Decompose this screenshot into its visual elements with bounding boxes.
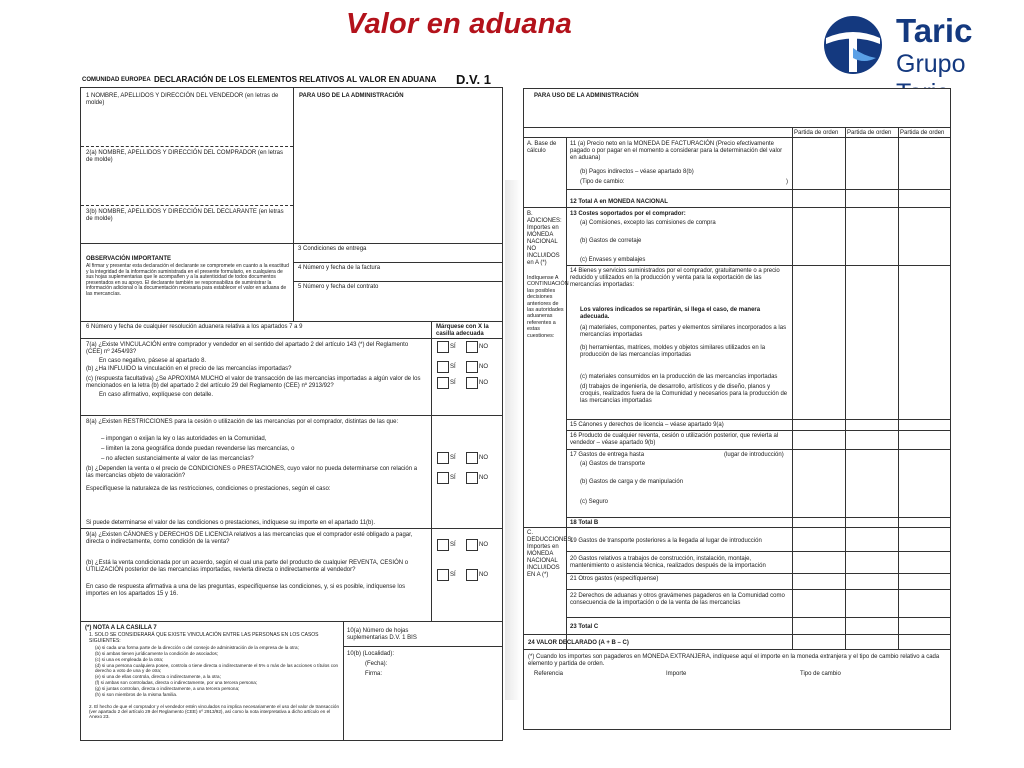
q7a-no-checkbox[interactable] bbox=[466, 341, 478, 353]
box-10b-date[interactable]: (Fecha): bbox=[365, 661, 388, 667]
q9b-no-label: NO bbox=[479, 572, 488, 578]
q7c-no-label: NO bbox=[479, 380, 488, 386]
section-b: B. ADICIONES: Importes en MONEDA NACIONAL NO INCLUIDOS en A (*) bbox=[527, 211, 562, 266]
q8a-2: – limiten la zona geográfica donde puedan revenderse las mercancías, o bbox=[101, 446, 295, 452]
line-16: 16 Producto de cualquier reventa, cesión o utilización posterior, que revierta al vendedor – véase apartado 9(b) bbox=[570, 433, 779, 446]
section-c: C. DEDUCCIONES: Importes en MONEDA NACIONAL INCLUIDOS EN A (*) bbox=[527, 530, 574, 578]
obs-text: Al firmar y presentar esta declaración el declarante se compromete en cuanto a la exactitud y la integridad de la información suministrada en el presente formulario, en cualquiera de sus hojas suplementarias que le acompañen y a la autenticidad de todos documentos presentados en su apoyo. El declarante también se responsabiliza de suministrar la información adicional o la documentación necesaria para establecer el valor en aduana de las mercancías. bbox=[86, 263, 289, 297]
page-title: Valor en aduana bbox=[346, 8, 572, 40]
line-13b: (b) Gastos de corretaje bbox=[580, 238, 642, 244]
q7b-no-checkbox[interactable] bbox=[466, 361, 478, 373]
col-header-2: Partida de orden bbox=[847, 130, 892, 136]
q9a-si-label: SÍ bbox=[450, 542, 456, 548]
line-21: 21 Otros gastos (especifíquense) bbox=[570, 576, 659, 582]
tipo-header: Tipo de cambio bbox=[800, 671, 841, 677]
right-form bbox=[523, 88, 951, 730]
line-14-note: Los valores indicados se repartirán, si llega el caso, de manera adecuada. bbox=[580, 307, 761, 320]
q9a-si-checkbox[interactable] bbox=[437, 539, 449, 551]
box-2-buyer[interactable]: 2(a) NOMBRE, APELLIDOS Y DIRECCIÓN DEL COMPRADOR (en letras de molde) bbox=[86, 150, 283, 163]
box-5-contract[interactable]: 5 Número y fecha del contrato bbox=[298, 284, 379, 290]
box-admin-use: PARA USO DE LA ADMINISTRACIÓN bbox=[299, 93, 404, 99]
note-c: (c) si una es empleada de la otra; bbox=[95, 657, 164, 662]
q7a-note: En caso negativo, pásese al apartado 8. bbox=[99, 358, 207, 364]
note-e: (e) si una de ellas controla, directa o indirectamente, a la otra; bbox=[95, 674, 221, 679]
q8a-si-checkbox[interactable] bbox=[437, 452, 449, 464]
box-10b-place[interactable]: 10(b) (Localidad): bbox=[347, 651, 395, 657]
line-11-rate: (Tipo de cambio: bbox=[580, 179, 625, 185]
mark-instruction: Márquese con X la casilla adecuada bbox=[436, 324, 489, 337]
q7a-si-checkbox[interactable] bbox=[437, 341, 449, 353]
q8-note2: Si puede determinarse el valor de las condiciones o prestaciones, indíquese su importe en el apartado 11(b). bbox=[86, 520, 376, 526]
header-community: COMUNIDAD EUROPEA bbox=[82, 77, 151, 83]
line-17: 17 Gastos de entrega hasta bbox=[570, 452, 645, 458]
q7c-si-label: SÍ bbox=[450, 380, 456, 386]
line-22: 22 Derechos de aduanas y otros gravámenes pagaderos en la Comunidad como consecuencia de la importación o de la venta de las mercancías bbox=[570, 593, 785, 606]
q8b-no-checkbox[interactable] bbox=[466, 472, 478, 484]
line-17b: (b) Gastos de carga y de manipulación bbox=[580, 479, 684, 485]
line-14: 14 Bienes y servicios suministrados por el comprador, gratuitamente o a precio reducido y utilizados en la producción y venta para la exportación de las mercancías importadas: bbox=[570, 268, 780, 288]
line-24: 24 VALOR DECLARADO (A + B – C) bbox=[528, 640, 629, 646]
line-13c: (c) Envases y embalajes bbox=[580, 257, 646, 263]
q7a-no-label: NO bbox=[479, 344, 488, 350]
col-header-1: Partida de orden bbox=[794, 130, 839, 136]
ref-header: Referencia bbox=[534, 671, 564, 677]
line-12: 12 Total A en MONEDA NACIONAL bbox=[570, 199, 668, 205]
line-11a: 11 (a) Precio neto en la MONEDA DE FACTURACIÓN (Precio efectivamente pagado o por pagar en el momento a considerar para la determinación del valor en aduana) bbox=[570, 141, 783, 161]
importe-header: Importe bbox=[666, 671, 687, 677]
line-17a: (a) Gastos de transporte bbox=[580, 461, 646, 467]
note-b: (b) si ambas tienen jurídicamente la condición de asociados; bbox=[95, 651, 219, 656]
q9b: (b) ¿Está la venta condicionada por un acuerdo, según el cual una parte del producto de cualquier REVENTA, CESIÓN o UTILIZACIÓN posterior de las mercancías importadas, revierta directa o indirectamente al vendedor? bbox=[86, 560, 409, 573]
q9-note: En caso de respuesta afirmativa a una de las preguntas, especifíquense las condiciones, y, si es posible, indíquense los importes en los apartados 15 y 16. bbox=[86, 584, 406, 597]
line-25: (*) Cuando los importes son pagaderos en MONEDA EXTRANJERA, indíquese aquí el importe en la moneda extranjera y el tipo de cambio relativo a cada elemento y partida de orden. bbox=[528, 654, 940, 667]
box-6-resolution[interactable]: 6 Número y fecha de cualquier resolución aduanera relativa a los apartados 7 a 9 bbox=[86, 324, 303, 330]
col-header-3: Partida de orden bbox=[900, 130, 945, 136]
note-f: (f) si ambas son controladas, directa o indirectamente, por una tercera persona; bbox=[95, 680, 258, 685]
right-admin-use: PARA USO DE LA ADMINISTRACIÓN bbox=[534, 93, 639, 99]
header-code: D.V. 1 bbox=[456, 72, 491, 87]
q9b-no-checkbox[interactable] bbox=[466, 569, 478, 581]
q9b-si-label: SÍ bbox=[450, 572, 456, 578]
note-h: (h) si son miembros de la misma familia. bbox=[95, 692, 178, 697]
note-title: (*) NOTA A LA CASILLA 7 bbox=[85, 625, 157, 631]
q8b: (b) ¿Dependen la venta o el precio de CONDICIONES o PRESTACIONES, cuyo valor no pueda determinarse con relación a las mercancías objeto de valoración? bbox=[86, 466, 418, 479]
q8a-no-checkbox[interactable] bbox=[466, 452, 478, 464]
line-15: 15 Cánones y derechos de licencia – véase apartado 9(a) bbox=[570, 422, 724, 428]
q8a-no-label: NO bbox=[479, 455, 488, 461]
q8a-3: – no afecten sustancialmente al valor de las mercancías? bbox=[101, 456, 254, 462]
q8a: 8(a) ¿Existen RESTRICCIONES para la cesión o utilización de las mercancías por el comprador, distintas de las que: bbox=[86, 419, 399, 425]
note-2: 2. El hecho de que el comprador y el vendedor estén vinculados no implica necesariamente el uso del valor de transacción (ver apartado 2 del artículo 29 del Reglamento (CEE) nº 2913/92), así como la nota interpretativa a dicho artículo en el Anexo 23. bbox=[89, 704, 339, 720]
q7c-note: En caso afirmativo, explíquese con detalle. bbox=[99, 392, 214, 398]
line-13a: (a) Comisiones, excepto las comisiones de compra bbox=[580, 220, 716, 226]
q7a-si-label: SÍ bbox=[450, 344, 456, 350]
line-14d: (d) trabajos de ingeniería, de desarrollo, artísticos y de diseño, planos y croquis, realizados fuera de la Comunidad y necesarios para la producción de las mercancías importadas bbox=[580, 384, 788, 404]
q7c-si-checkbox[interactable] bbox=[437, 377, 449, 389]
line-14a: (a) materiales, componentes, partes y elementos similares incorporados a las mercancías importadas bbox=[580, 325, 787, 338]
box-3b-declarant[interactable]: 3(b) NOMBRE, APELLIDOS Y DIRECCIÓN DEL DECLARANTE (en letras de molde) bbox=[86, 209, 284, 222]
line-14c: (c) materiales consumidos en la producción de las mercancías importadas bbox=[580, 374, 778, 380]
line-19: 19 Gastos de transporte posteriores a la llegada al lugar de introducción bbox=[570, 538, 762, 544]
line-23: 23 Total C bbox=[570, 624, 599, 630]
q7b-si-checkbox[interactable] bbox=[437, 361, 449, 373]
logo-subname: Grupo bbox=[896, 50, 966, 78]
box-1-seller[interactable]: 1 NOMBRE, APELLIDOS Y DIRECCIÓN DEL VENDEDOR (en letras de molde) bbox=[86, 93, 279, 106]
box-4-invoice[interactable]: 4 Número y fecha de la factura bbox=[298, 265, 381, 271]
obs-title: OBSERVACIÓN IMPORTANTE bbox=[86, 256, 172, 262]
q7b: (b) ¿Ha INFLUIDO la vinculación en el precio de las mercancías importadas? bbox=[86, 366, 292, 372]
box-10b-signature[interactable]: Firma: bbox=[365, 671, 382, 677]
logo-name: Taric bbox=[896, 12, 973, 49]
line-17c: (c) Seguro bbox=[580, 499, 609, 505]
q7b-si-label: SÍ bbox=[450, 364, 456, 370]
note-g: (g) si juntas controlan, directa o indirectamente, a una tercera persona; bbox=[95, 686, 240, 691]
line-11b: (b) Pagos indirectos – véase apartado 8(b) bbox=[580, 169, 694, 175]
note-d: (d) si una persona cualquiera posee, controla o tiene directa o indirectamente el 5% o más de las acciones o títulos con derecho a voto de una y de otra; bbox=[95, 663, 339, 674]
q9b-si-checkbox[interactable] bbox=[437, 569, 449, 581]
q9a-no-checkbox[interactable] bbox=[466, 539, 478, 551]
left-form-header bbox=[82, 72, 502, 86]
section-a: A. Base de cálculo bbox=[527, 141, 557, 154]
line-18: 18 Total B bbox=[570, 520, 599, 526]
box-10a[interactable]: 10(a) Número de hojas suplementarias D.V. 1 BIS bbox=[347, 628, 417, 641]
box-3-conditions[interactable]: 3 Condiciones de entrega bbox=[298, 246, 367, 252]
q7c: (c) (respuesta facultativa) ¿Se APROXIMA MUCHO el valor de transacción de las mercancías importadas a algún valor de los mencionados en la letra (b) del apartado 2 del artículo 29 del Reglamento (CEE) nº 2913/92? bbox=[86, 376, 421, 389]
line-13: 13 Costes soportados por el comprador: bbox=[570, 211, 686, 217]
header-title: DECLARACIÓN DE LOS ELEMENTOS RELATIVOS AL VALOR EN ADUANA bbox=[154, 75, 437, 84]
q7a: 7(a) ¿Existe VINCULACIÓN entre comprador y vendedor en el sentido del apartado 2 del artículo 143 (*) del Reglamento (CEE) nº 2454/93? bbox=[86, 342, 409, 355]
section-b-note: Indíquense A CONTINUACIÓN las posibles decisiones anteriores de las autoridades aduaneras referentes a estas cuestiones: bbox=[527, 275, 569, 339]
q8a-si-label: SÍ bbox=[450, 455, 456, 461]
q8b-si-label: SÍ bbox=[450, 475, 456, 481]
line-20: 20 Gastos relativos a trabajos de construcción, instalación, montaje, mantenimiento o asistencia técnica, realizados después de la importación bbox=[570, 556, 766, 569]
q9a: 9(a) ¿Existen CÁNONES y DERECHOS DE LICENCIA relativos a las mercancías que el comprador esté obligado a pagar, directa o indirectamente, como condición de la venta? bbox=[86, 532, 413, 545]
q8b-no-label: NO bbox=[479, 475, 488, 481]
taric-globe-icon bbox=[820, 14, 886, 76]
left-form bbox=[80, 87, 503, 741]
note-a: (a) si cada una forma parte de la dirección o del consejo de administración de la empresa de la otra; bbox=[95, 645, 299, 650]
q7b-no-label: NO bbox=[479, 364, 488, 370]
q8a-1: – impongan o exijan la ley o las autoridades en la Comunidad, bbox=[101, 436, 267, 442]
line-17-place: (lugar de introducción) bbox=[724, 452, 784, 458]
q8b-si-checkbox[interactable] bbox=[437, 472, 449, 484]
q9a-no-label: NO bbox=[479, 542, 488, 548]
page-shadow bbox=[505, 180, 521, 700]
taric-logo bbox=[820, 12, 1015, 82]
note-1: 1. SOLO SE CONSIDERARÁ QUE EXISTE VINCULACIÓN ENTRE LAS PERSONAS EN LOS CASOS SIGUIENTES: bbox=[89, 632, 319, 644]
q7c-no-checkbox[interactable] bbox=[466, 377, 478, 389]
line-11-rate-close: ) bbox=[786, 179, 788, 185]
line-14b: (b) herramientas, matrices, moldes y objetos similares utilizados en la producción de las mercancías importadas bbox=[580, 345, 766, 358]
q8-note: Especifíquese la naturaleza de las restricciones, condiciones o prestaciones, según el caso: bbox=[86, 486, 331, 492]
